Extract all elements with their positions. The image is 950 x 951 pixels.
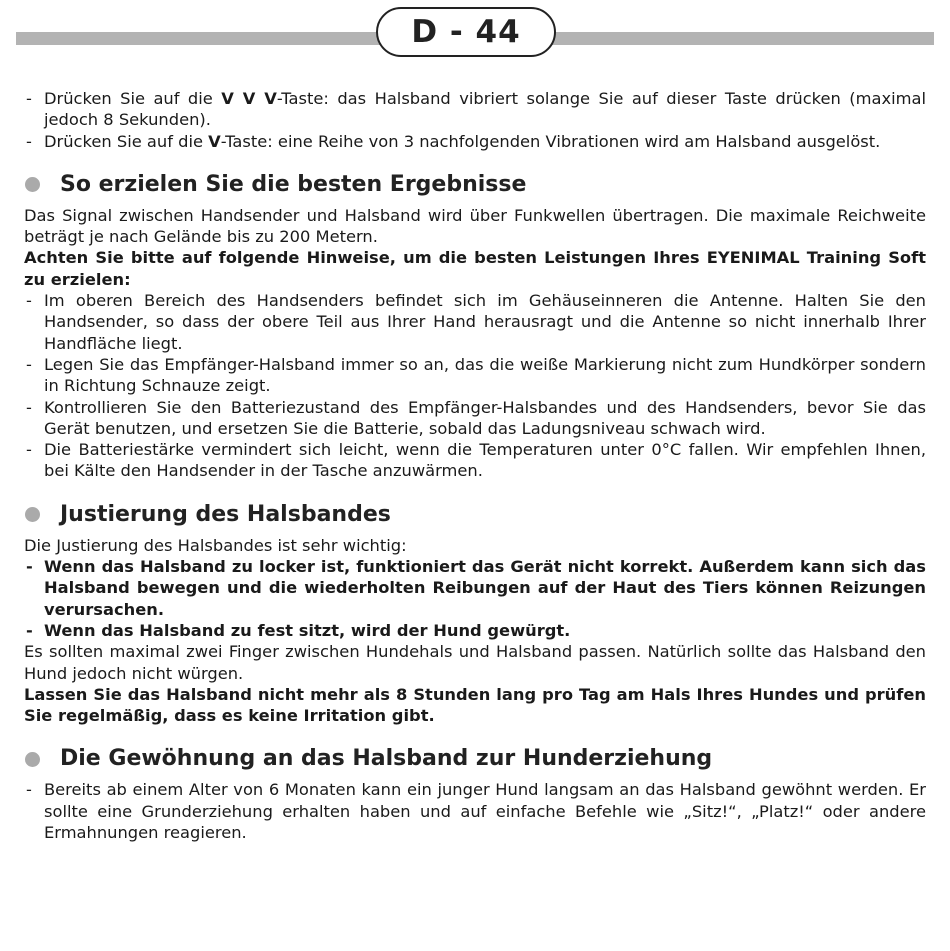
section-heading	[24, 171, 926, 199]
page-header	[0, 0, 950, 60]
bold-paragraph: Lassen Sie das Halsband nicht mehr als 8 Stunden lang pro Tag am Hals Ihres Hundes und prüfen Sie regelmäßig, dass es keine Irritation gibt.	[24, 684, 926, 726]
section-title: So erzielen Sie die besten Ergebnisse	[60, 171, 527, 197]
paragraph: Es sollten maximal zwei Finger zwischen Hundehals und Halsband passen. Natürlich sollte das Halsband den Hund jedoch nicht würgen.	[24, 642, 926, 683]
bold-paragraph: Achten Sie bitte auf folgende Hinweise, um die besten Leistungen Ihres EYENIMAL Training Soft zu erzielen:	[24, 248, 926, 289]
item-text: Drücken Sie auf die	[44, 131, 209, 151]
list-item: - Wenn das Halsband zu fest sitzt, wird der Hund gewürgt.	[24, 620, 926, 641]
section-title: Justierung des Halsbandes	[60, 501, 391, 527]
list-item	[24, 131, 926, 152]
paragraph: Die Justierung des Halsbandes ist sehr wichtig:	[24, 535, 407, 555]
bullet-dot-icon	[25, 507, 40, 522]
item-text: Drücken Sie auf die	[44, 89, 222, 108]
list-item: - Bereits ab einem Alter von 6 Monaten kann ein junger Hund langsam an das Halsband gewöhnt werden. Er sollte eine Grunderziehung erhalten haben und auf einfache Befehle wie „Sitz!“, „Platz!“ oder andere Ermahnungen reagieren.	[24, 779, 926, 843]
section-title: Die Gewöhnung an das Halsband zur Hunderziehung	[60, 746, 713, 772]
page-number-badge	[376, 7, 556, 57]
page-content	[24, 88, 926, 843]
section-best-results	[24, 171, 926, 482]
list-item: - Kontrollieren Sie den Batteriezustand des Empfänger-Halsbandes und des Handsenders, bevor Sie das Gerät benutzen, und ersetzen Sie die Batterie, sobald das Ladungsniveau schwach wird.	[24, 397, 926, 440]
key-label: V	[208, 131, 221, 151]
key-label: V V V	[221, 89, 277, 108]
section-heading	[24, 501, 926, 529]
bullet-dot-icon	[25, 752, 40, 767]
list-item: - Legen Sie das Empfänger-Halsband immer so an, das die weiße Markierung nicht zum Hundkörper sondern in Richtung Schnauze zeigt.	[24, 354, 926, 397]
list-item: - Im oberen Bereich des Handsenders befindet sich im Gehäuseinneren die Antenne. Halten Sie den Handsender, so dass der obere Teil aus Ihrer Hand herausragt und die Antenne so nicht innerhalb Ihrer Handfläche liegt.	[24, 290, 926, 354]
list-item: - Die Batteriestärke vermindert sich leicht, wenn die Temperaturen unter 0°C fallen. Wir empfehlen Ihnen, bei Kälte den Handsender in der Tasche anzuwärmen.	[24, 439, 926, 482]
page-number: D - 44	[411, 14, 521, 50]
list-item	[24, 88, 926, 131]
hint-list	[24, 290, 926, 482]
section-collar-adjustment	[24, 501, 926, 727]
warning-list	[24, 556, 926, 641]
section-heading	[24, 745, 926, 773]
section-habituation	[24, 745, 926, 843]
item-text: -Taste: das Halsband vibriert solange Sie auf dieser Taste drücken (maximal jedoch 8 Sekunden).	[44, 89, 926, 130]
intro-list	[24, 88, 926, 152]
bullet-dot-icon	[25, 177, 40, 192]
paragraph: Das Signal zwischen Handsender und Halsband wird über Funkwellen übertragen. Die maximale Reichweite beträgt je nach Gelände bis zu 200 Metern.	[24, 205, 926, 247]
list-item: - Wenn das Halsband zu locker ist, funktioniert das Gerät nicht korrekt. Außerdem kann sich das Halsband bewegen und die wiederholten Reibungen auf der Haut des Tiers können Reizungen verursachen.	[24, 556, 926, 620]
habituation-list	[24, 779, 926, 843]
item-text: -Taste: eine Reihe von 3 nachfolgenden Vibrationen wird am Halsband ausgelöst.	[220, 131, 881, 151]
